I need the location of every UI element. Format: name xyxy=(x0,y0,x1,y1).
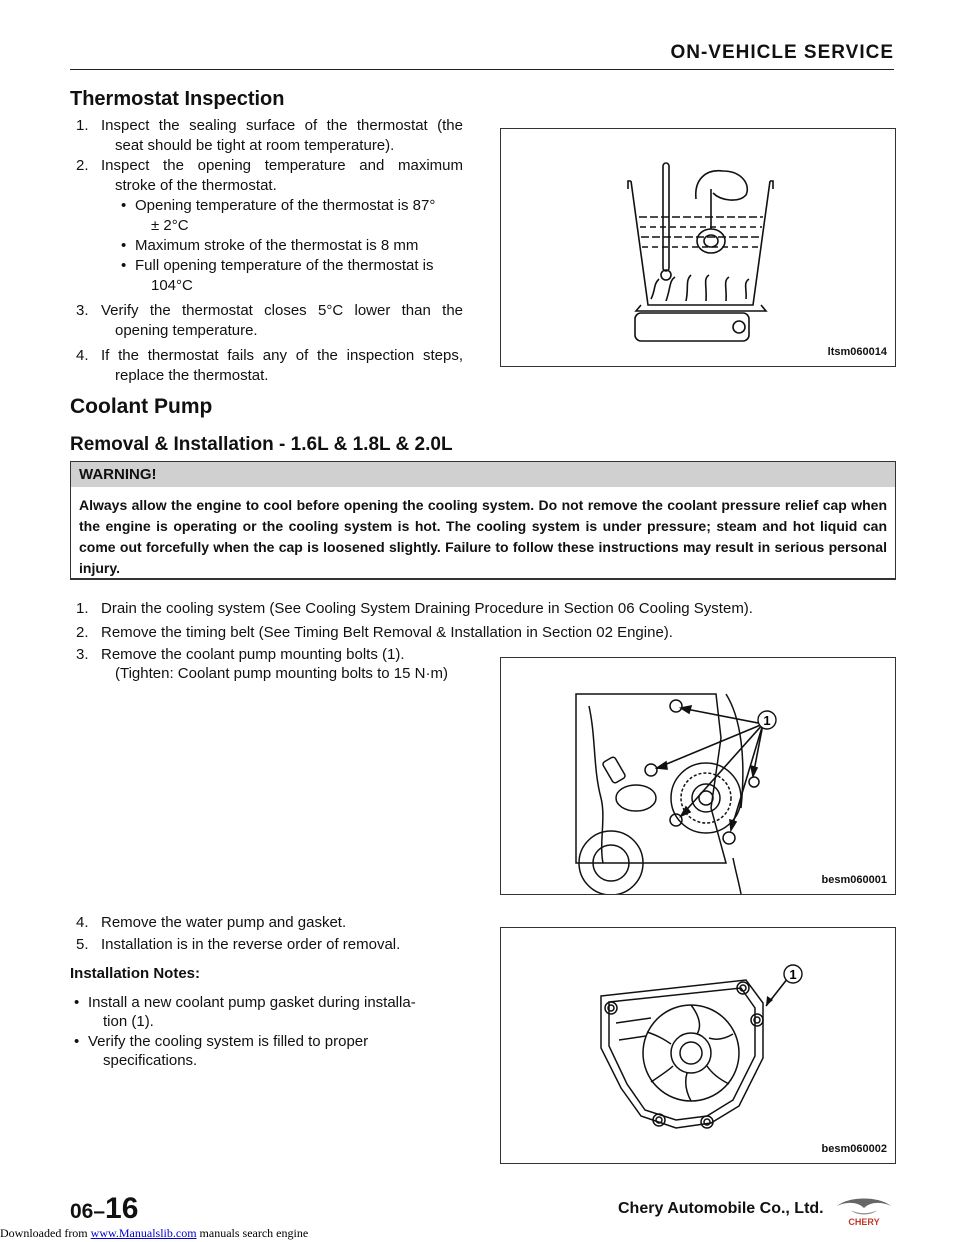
chery-logo xyxy=(831,1196,897,1226)
note-bullet-cont: specifications. xyxy=(103,1052,198,1069)
section-number: 06– xyxy=(70,1200,106,1223)
step-number: 3. xyxy=(76,646,89,663)
step-text: If the thermostat fails any of the inspection steps, xyxy=(101,347,463,364)
step-text-cont: replace the thermostat. xyxy=(115,367,269,384)
gasket-callout: 1 xyxy=(789,967,797,982)
removal-installation-subtitle: Removal & Installation - 1.6L & 1.8L & 2.0L xyxy=(70,434,453,455)
thermostat-title: Thermostat Inspection xyxy=(70,88,285,110)
download-prefix: Downloaded from xyxy=(0,1226,91,1240)
step-text-cont: stroke of the thermostat. xyxy=(115,177,277,194)
figure-caption: besm060002 xyxy=(821,1143,887,1155)
spec-bullet: • Opening temperature of the thermostat is 87° xyxy=(135,196,435,216)
download-suffix: manuals search engine xyxy=(196,1226,309,1240)
step-text-cont: seat should be tight at room temperature). xyxy=(115,137,395,154)
note-bullet: • Verify the cooling system is filled to proper xyxy=(88,1032,368,1052)
step-text: Installation is in the reverse order of removal. xyxy=(101,936,401,953)
spec-bullet: • Maximum stroke of the thermostat is 8 mm xyxy=(135,236,418,256)
pump-bolts-figure xyxy=(500,657,896,895)
step-number: 2. xyxy=(76,624,89,641)
coolant-pump-figure xyxy=(500,927,896,1164)
thermostat-test-drawing xyxy=(501,129,895,366)
spec-bullet-cont: ± 2°C xyxy=(151,217,189,234)
company-name: Chery Automobile Co., Ltd. xyxy=(618,1200,824,1217)
page-header xyxy=(70,40,894,70)
warning-heading: WARNING! xyxy=(71,462,895,487)
page-number-value: 16 xyxy=(105,1192,139,1225)
step-number: 3. xyxy=(76,302,89,319)
note-bullet: • Install a new coolant pump gasket during installa- xyxy=(88,993,416,1013)
figure-caption: ltsm060014 xyxy=(827,346,887,358)
step-number: 1. xyxy=(76,117,89,134)
download-notice xyxy=(0,1226,308,1241)
step-text-cont: opening temperature. xyxy=(115,322,258,339)
warning-text: Always allow the engine to cool before opening the cooling system. Do not remove the coolant pressure relief cap when the engine is operating or the cooling system is hot. The cooling system is under pressure; steam and hot liquid can come out forcefully when the cap is loosened slightly. Failure to follow these instructions may result in serious personal injury. xyxy=(79,497,887,576)
spec-bullet-cont: 104°C xyxy=(151,277,193,294)
coolant-pump-drawing xyxy=(501,928,895,1163)
thermostat-test-figure xyxy=(500,128,896,367)
step-text: Verify the thermostat closes 5°C lower than the xyxy=(101,302,463,319)
step-text: Remove the water pump and gasket. xyxy=(101,914,347,931)
step-text: Inspect the sealing surface of the thermostat (the xyxy=(101,117,463,134)
logo-text: CHERY xyxy=(848,1217,880,1226)
step-text: Remove the timing belt (See Timing Belt Removal & Installation in Section 02 Engine). xyxy=(101,624,673,641)
step-number: 5. xyxy=(76,936,89,953)
step-text: Remove the coolant pump mounting bolts (1). xyxy=(101,646,405,663)
step-number: 2. xyxy=(76,157,89,174)
step-number: 1. xyxy=(76,600,89,617)
step-text: Inspect the opening temperature and maximum xyxy=(101,157,463,174)
bolt-callout: 1 xyxy=(763,713,771,728)
figure-caption: besm060001 xyxy=(821,874,887,886)
installation-notes-title: Installation Notes: xyxy=(70,965,201,982)
coolant-pump-title: Coolant Pump xyxy=(70,395,213,418)
step-text-cont: (Tighten: Coolant pump mounting bolts to 15 N·m) xyxy=(115,665,448,682)
spec-bullet: • Full opening temperature of the thermostat is xyxy=(135,256,434,276)
header-title: ON-VEHICLE SERVICE xyxy=(670,42,894,63)
note-bullet-cont: tion (1). xyxy=(103,1013,154,1030)
step-text: Drain the cooling system (See Cooling System Draining Procedure in Section 06 Cooling System). xyxy=(101,600,753,617)
manualslib-link[interactable]: www.Manualslib.com xyxy=(90,1226,197,1240)
step-number: 4. xyxy=(76,914,89,931)
pump-bolts-drawing xyxy=(501,658,895,894)
warning-box xyxy=(70,461,896,580)
step-number: 4. xyxy=(76,347,89,364)
page-number xyxy=(70,1192,138,1226)
